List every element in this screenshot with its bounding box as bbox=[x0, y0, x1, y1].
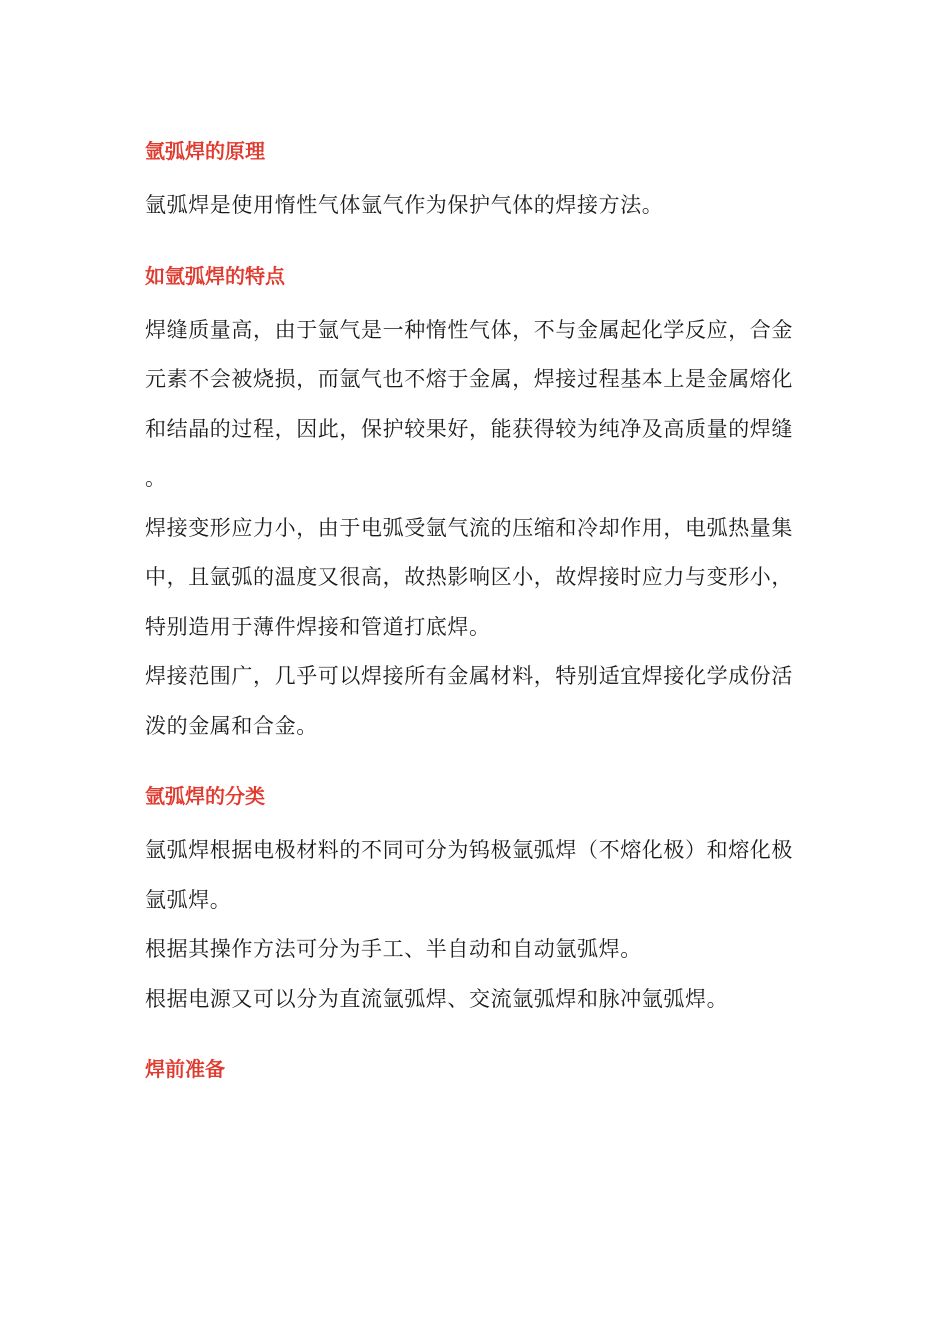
paragraph-classification-electrode: 氩弧焊根据电极材料的不同可分为钨极氩弧焊（不熔化极）和熔化极氩弧焊。 bbox=[145, 838, 793, 912]
section-heading-features: 如氩弧焊的特点 bbox=[145, 263, 285, 288]
document-body bbox=[145, 131, 805, 1089]
paragraph-classification-power: 根据电源又可以分为直流氩弧焊、交流氩弧焊和脉冲氩弧焊。 bbox=[145, 986, 729, 1011]
paragraph-feature-range: 焊接范围广，几乎可以焊接所有金属材料，特别适宜焊接化学成份活泼的金属和合金。 bbox=[145, 664, 793, 738]
paragraph-feature-deformation: 焊接变形应力小，由于电弧受氩气流的压缩和冷却作用，电弧热量集中，且氩弧的温度又很高，故热影响区小，故焊接时应力与变形小，特别造用于薄件焊接和管道打底焊。 bbox=[145, 515, 793, 639]
section-heading-preparation: 焊前准备 bbox=[145, 1057, 225, 1081]
paragraph-classification-operation: 根据其操作方法可分为手工、半自动和自动氩弧焊。 bbox=[145, 937, 642, 961]
paragraph-principle: 氩弧焊是使用惰性气体氩气作为保护气体的焊接方法。 bbox=[145, 193, 664, 217]
section-heading-principle: 氩弧焊的原理 bbox=[145, 139, 265, 163]
paragraph-feature-quality: 焊缝质量高，由于氩气是一种惰性气体，不与金属起化学反应，合金元素不会被烧损，而氩气也不熔于金属，焊接过程基本上是金属熔化和结晶的过程，因此，保护较果好，能获得较为纯净及高质量的焊缝 。 bbox=[145, 317, 793, 490]
section-heading-classification: 氩弧焊的分类 bbox=[145, 784, 265, 808]
